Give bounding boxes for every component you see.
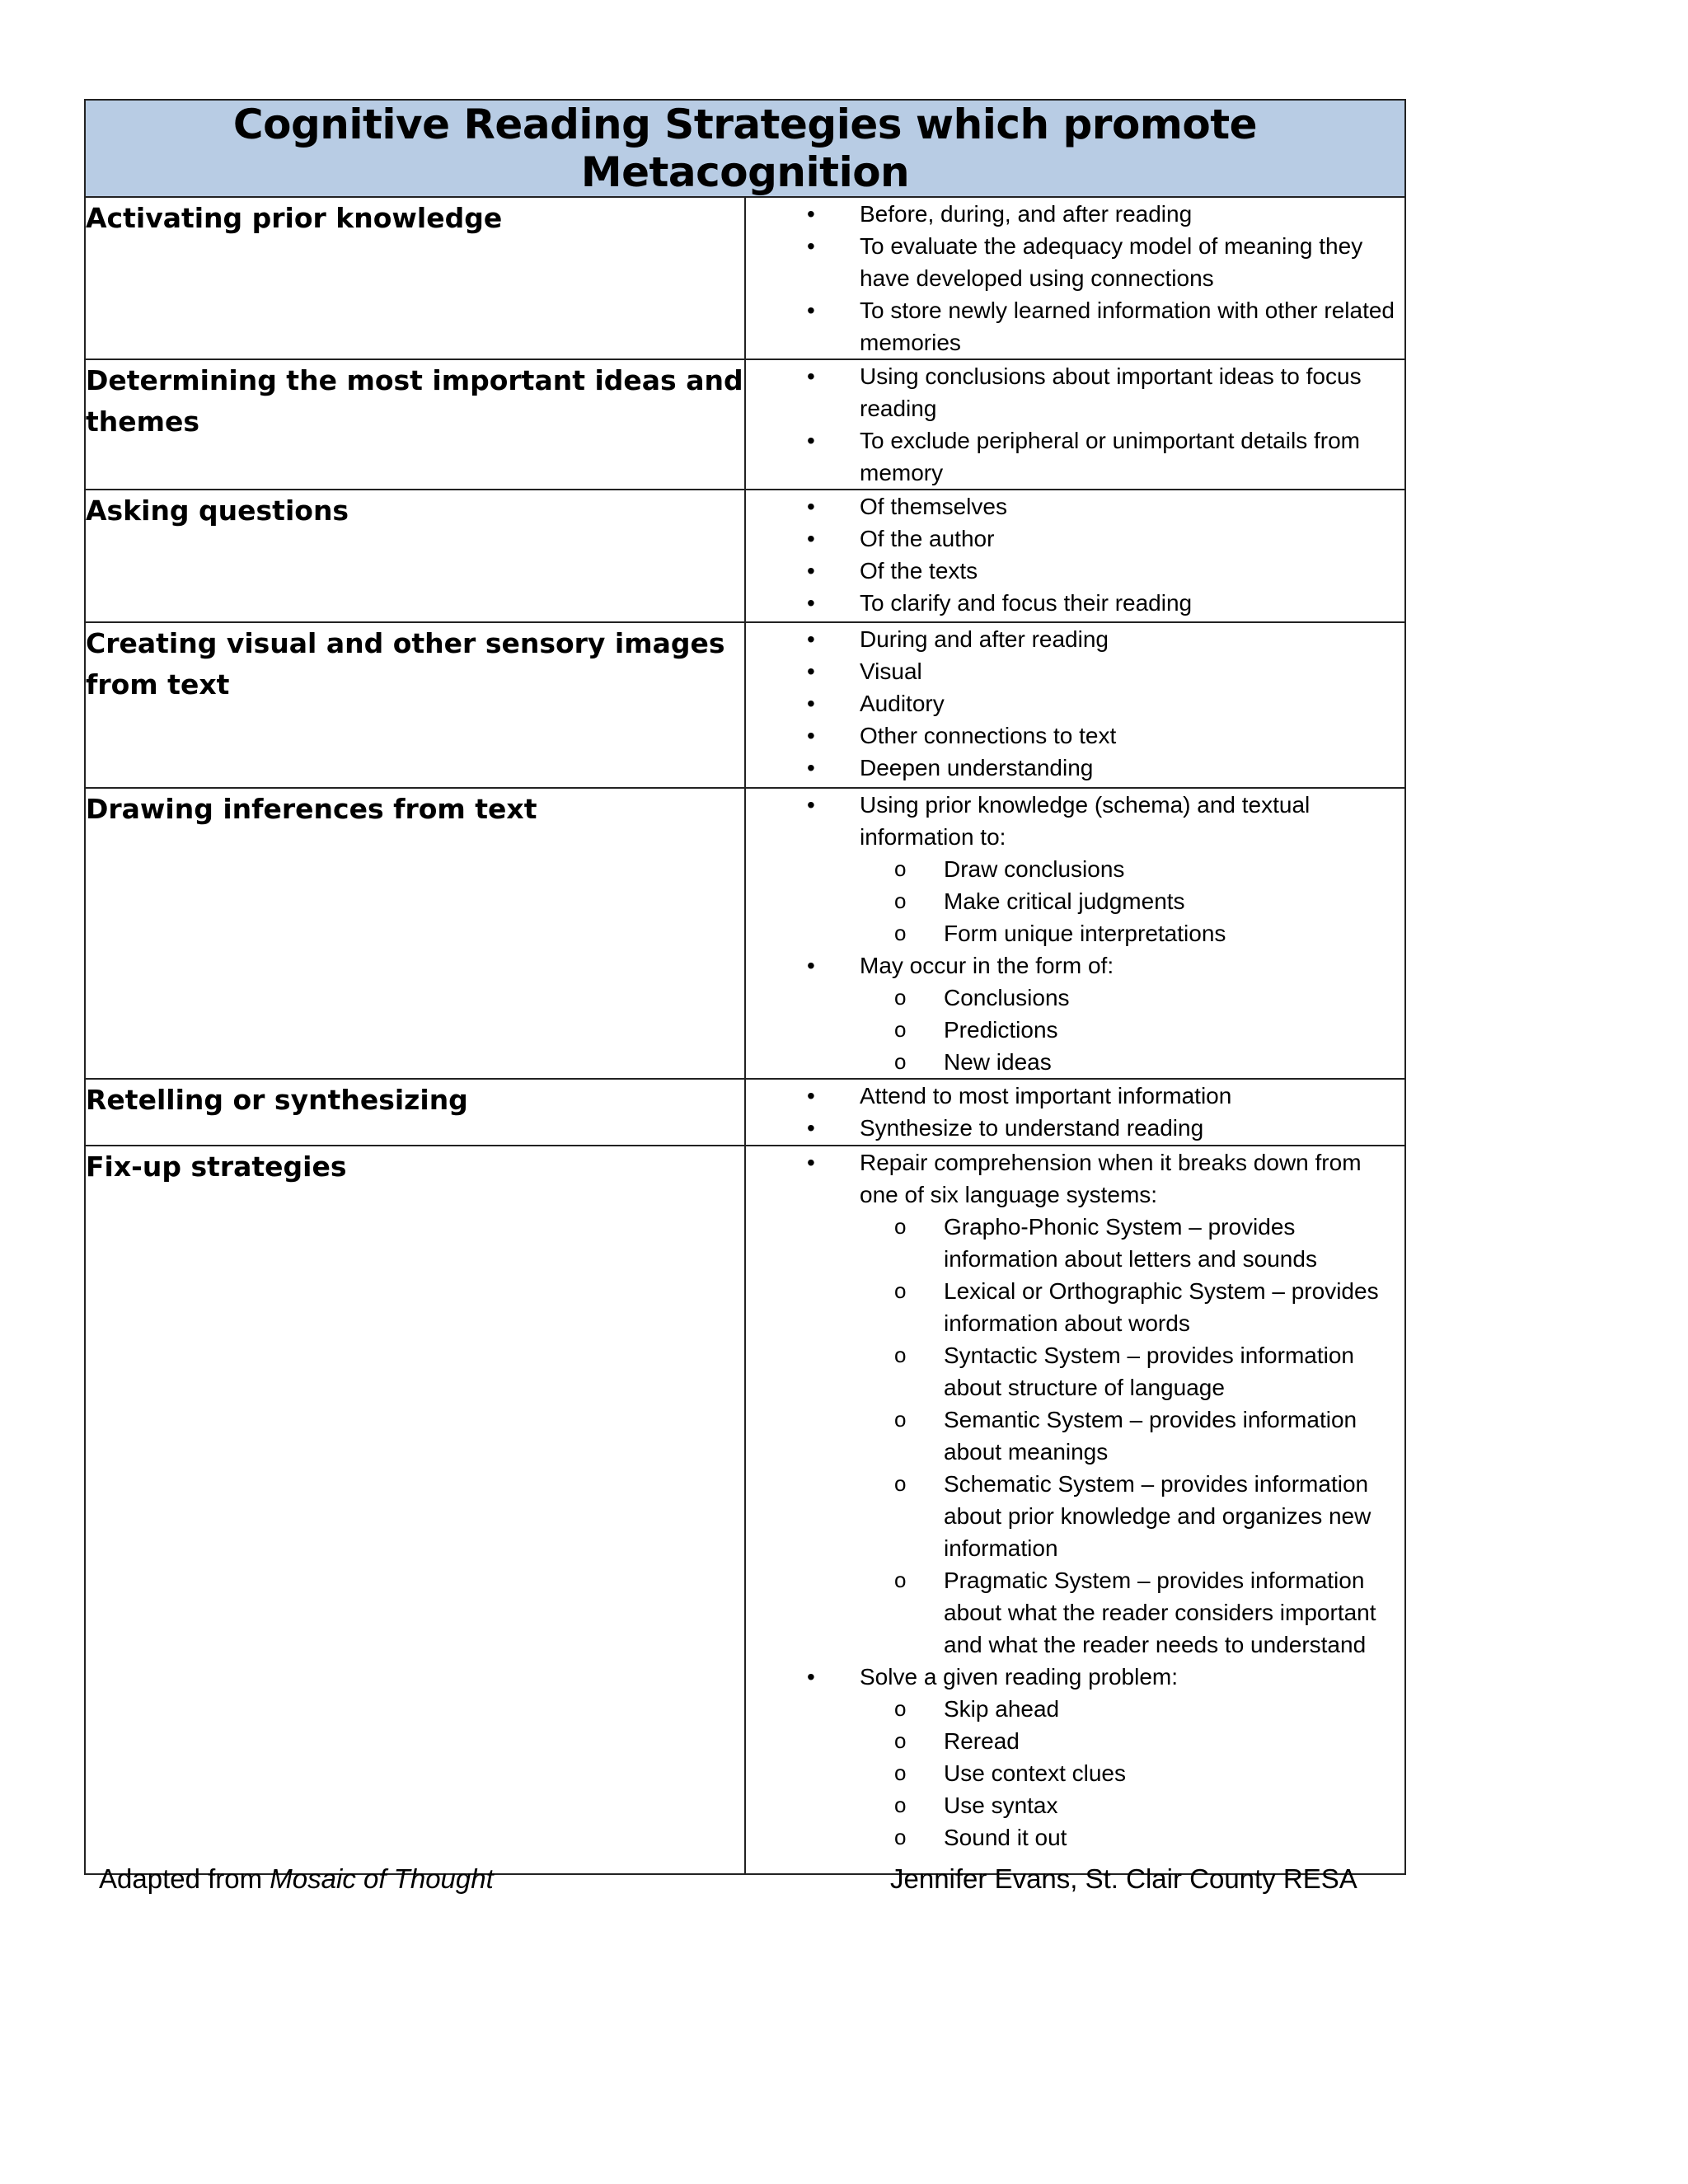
sub-list-item-text: Use context clues [944,1760,1126,1786]
table-row [85,1146,1405,1874]
table-row [85,197,1405,359]
list-item [746,294,1404,359]
sub-list [845,1693,1404,1854]
strategy-name: Fix-up strategies [85,1146,745,1874]
sub-list-item [845,885,1404,917]
circle-bullet-icon: o [894,1343,907,1367]
sub-list-item [845,1821,1404,1854]
bullet-icon: • [807,755,815,780]
list-item [746,1146,1404,1661]
list-item-text: Of themselves [860,494,1007,519]
sub-list-item [845,1725,1404,1757]
bullet-icon: • [807,201,815,227]
sub-list-item-text: Reread [944,1728,1020,1754]
bullet-icon: • [807,233,815,259]
circle-bullet-icon: o [894,1017,907,1042]
circle-bullet-icon: o [894,1728,907,1753]
sub-list-item [845,917,1404,949]
list-item [746,198,1404,230]
strategy-details [745,359,1405,490]
source-attribution [99,1861,494,1897]
list-item-text: Of the author [860,526,995,551]
circle-bullet-icon: o [894,1696,907,1721]
table-row [85,1079,1405,1146]
bullet-icon: • [807,723,815,748]
sub-list-item [845,1339,1404,1404]
list-item-text: To store newly learned information with other related memories [860,298,1395,355]
sub-list-item-text: Draw conclusions [944,856,1125,882]
circle-bullet-icon: o [894,1407,907,1432]
bullet-icon: • [807,558,815,583]
list-item [746,687,1404,719]
list-item-text: To evaluate the adequacy model of meaning they have developed using connections [860,233,1363,291]
sub-list-item-text: Conclusions [944,985,1070,1010]
strategy-name: Activating prior knowledge [85,197,745,359]
bullet-icon: • [807,1664,815,1690]
bullet-icon: • [807,363,815,389]
bullet-icon: • [807,658,815,684]
list-item-text: Attend to most important information [860,1083,1232,1108]
detail-list [746,360,1404,489]
sub-list-item [845,1564,1404,1661]
strategy-name: Creating visual and other sensory images from text [85,622,745,788]
list-item [746,789,1404,949]
detail-list [746,490,1404,619]
sub-list-item-text: Schematic System – provides information about prior knowledge and organizes new information [944,1471,1372,1561]
strategy-name: Drawing inferences from text [85,788,745,1079]
list-item-text: To exclude peripheral or unimportant details from memory [860,428,1360,485]
sub-list-item-text: Pragmatic System – provides information about what the reader considers important and what the reader needs to understand [944,1568,1376,1657]
sub-list-item [845,982,1404,1014]
strategy-details [745,1079,1405,1146]
sub-list-item [845,1404,1404,1468]
strategy-name: Determining the most important ideas and themes [85,359,745,490]
sub-list-item-text: Semantic System – provides information about meanings [944,1407,1357,1465]
list-item [746,752,1404,784]
circle-bullet-icon: o [894,1214,907,1239]
sub-list-item [845,1014,1404,1046]
bullet-icon: • [807,494,815,519]
sub-list-item [845,1693,1404,1725]
bullet-icon: • [807,1150,815,1175]
sub-list-item [845,1468,1404,1564]
strategy-details [745,622,1405,788]
sub-list [845,982,1404,1078]
sub-list-item-text: Lexical or Orthographic System – provides information about words [944,1278,1379,1336]
list-item [746,719,1404,752]
sub-list-item-text: Grapho-Phonic System – provides information about letters and sounds [944,1214,1317,1272]
bullet-icon: • [807,1115,815,1141]
bullet-icon: • [807,590,815,616]
source-title: Mosaic of Thought [270,1863,494,1894]
strategies-table [84,99,1406,1875]
circle-bullet-icon: o [894,1793,907,1817]
detail-list [746,1146,1404,1854]
table-row [85,359,1405,490]
circle-bullet-icon: o [894,985,907,1010]
table-title: Cognitive Reading Strategies which promote Metacognition [85,100,1405,197]
circle-bullet-icon: o [894,1760,907,1785]
sub-list-item-text: Skip ahead [944,1696,1060,1722]
list-item [746,490,1404,523]
list-item [746,655,1404,687]
bullet-icon: • [807,792,815,818]
list-item-text: Other connections to text [860,723,1117,748]
sub-list-item [845,1211,1404,1275]
strategies-sheet [84,99,1406,1875]
detail-list [746,789,1404,1078]
bullet-icon: • [807,626,815,652]
detail-list [746,198,1404,359]
bullet-icon: • [807,428,815,453]
list-item-text: May occur in the form of: [860,953,1114,978]
list-item [746,1112,1404,1144]
sub-list-item [845,853,1404,885]
list-item-text: Solve a given reading problem: [860,1664,1179,1690]
sub-list-item-text: Syntactic System – provides information about structure of language [944,1343,1354,1400]
sub-list-item-text: Make critical judgments [944,888,1185,914]
list-item [746,523,1404,555]
list-item-text: Repair comprehension when it breaks down from one of six language systems: [860,1150,1362,1207]
list-item-text: Of the texts [860,558,978,583]
sub-list-item [845,1275,1404,1339]
sub-list [845,1211,1404,1661]
list-item [746,424,1404,489]
strategy-details [745,490,1405,622]
bullet-icon: • [807,1083,815,1108]
list-item [746,555,1404,587]
strategy-details [745,788,1405,1079]
sub-list-item-text: Sound it out [944,1825,1067,1850]
table-row [85,788,1405,1079]
table-row [85,622,1405,788]
bullet-icon: • [807,691,815,716]
table-row [85,490,1405,622]
list-item-text: During and after reading [860,626,1109,652]
strategies-rows [85,197,1405,1874]
strategy-name: Asking questions [85,490,745,622]
detail-list [746,1080,1404,1144]
sub-list-item-text: Form unique interpretations [944,921,1226,946]
list-item-text: Using prior knowledge (schema) and textual information to: [860,792,1311,850]
strategy-name: Retelling or synthesizing [85,1079,745,1146]
sub-list-item-text: Predictions [944,1017,1058,1043]
list-item [746,230,1404,294]
circle-bullet-icon: o [894,1278,907,1303]
list-item-text: Using conclusions about important ideas to focus reading [860,363,1362,421]
list-item [746,1080,1404,1112]
author-credit: Jennifer Evans, St. Clair County RESA [890,1863,1357,1894]
sub-list-item [845,1789,1404,1821]
sub-list-item-text: Use syntax [944,1793,1058,1818]
bullet-icon: • [807,298,815,323]
sub-list-item [845,1046,1404,1078]
sub-list-item-text: New ideas [944,1049,1052,1075]
list-item [746,623,1404,655]
circle-bullet-icon: o [894,921,907,945]
bullet-icon: • [807,953,815,978]
circle-bullet-icon: o [894,888,907,913]
strategy-details [745,197,1405,359]
list-item-text: Deepen understanding [860,755,1094,780]
circle-bullet-icon: o [894,1825,907,1849]
strategy-details [745,1146,1405,1874]
list-item-text: To clarify and focus their reading [860,590,1193,616]
bullet-icon: • [807,526,815,551]
circle-bullet-icon: o [894,1568,907,1592]
circle-bullet-icon: o [894,1049,907,1074]
source-prefix: Adapted from [99,1863,263,1894]
list-item-text: Auditory [860,691,945,716]
list-item-text: Before, during, and after reading [860,201,1193,227]
list-item [746,1661,1404,1854]
detail-list [746,623,1404,784]
list-item-text: Visual [860,658,922,684]
sub-list [845,853,1404,949]
list-item [746,360,1404,424]
circle-bullet-icon: o [894,1471,907,1496]
list-item [746,587,1404,619]
list-item-text: Synthesize to understand reading [860,1115,1204,1141]
circle-bullet-icon: o [894,856,907,881]
list-item [746,949,1404,1078]
sub-list-item [845,1757,1404,1789]
